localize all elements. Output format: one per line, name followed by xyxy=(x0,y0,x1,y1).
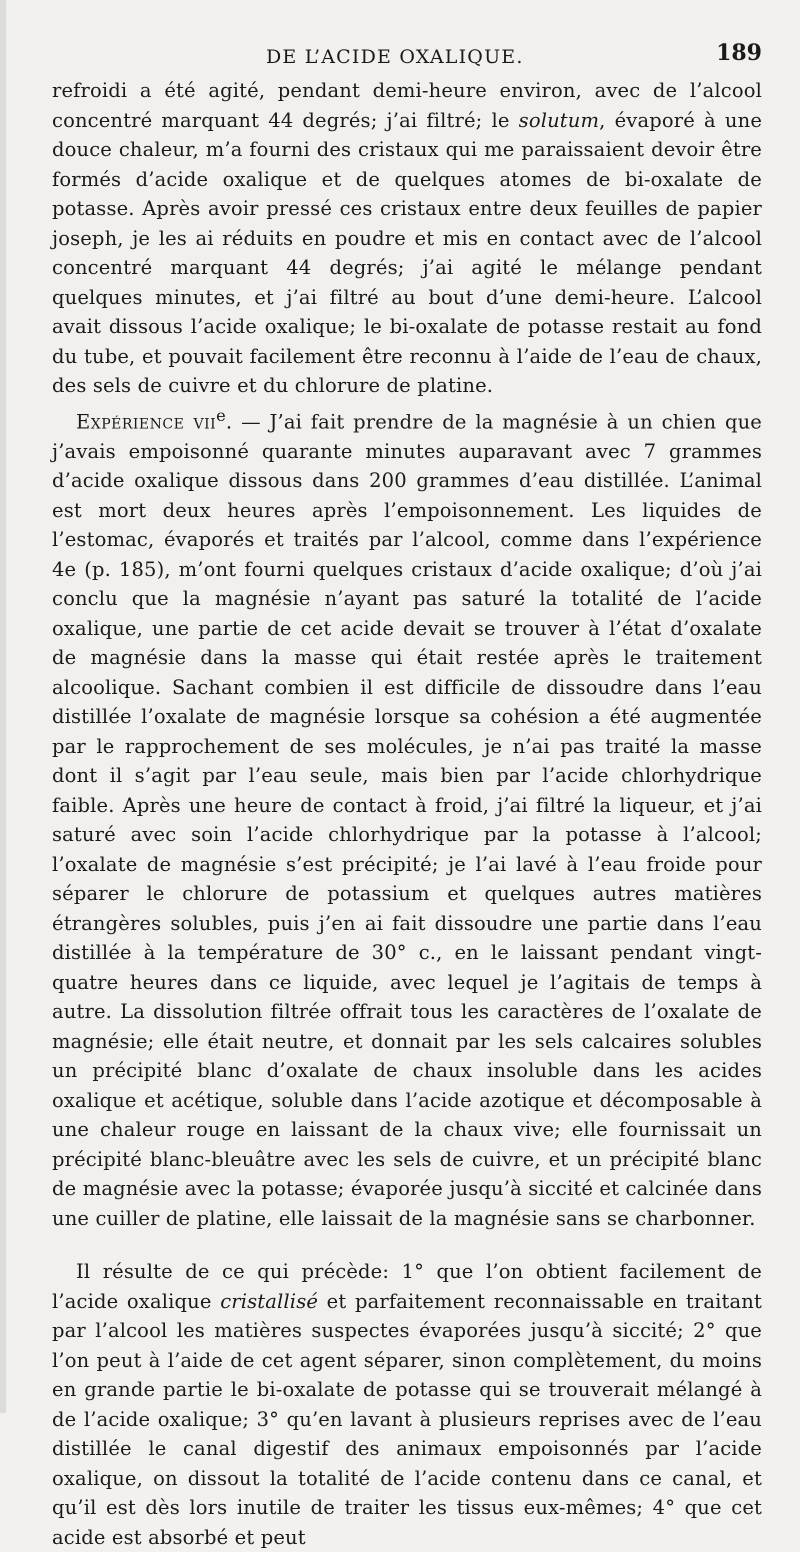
paragraph-text: , évaporé à une douce chaleur, m’a fourni des cristaux qui me paraissaient devoir être formés d’acide oxalique et de quelques atomes de bi-oxalate de potasse. Après avoir pressé ces cristaux entre deux feuilles de papier joseph, je les ai réduits en poudre et mis en contact avec de l’alcool concentré marquant 44 degrés; j’ai agité le mélange pendant quelques minutes, et j’ai filtré au bout d’une demi-heure. L’alcool avait dissous l’acide oxalique; le bi-oxalate de potasse restait au fond du tube, et pouvait facilement être reconnu à l’aide de l’eau de chaux, des sels de cuivre et du chlorure de platine. xyxy=(52,108,763,397)
running-title: DE L’ACIDE OXALIQUE. xyxy=(266,46,524,68)
running-head xyxy=(52,40,762,74)
experience-label-suffix: e xyxy=(216,405,226,425)
paragraph-conclusion xyxy=(52,1257,762,1552)
italic-term: solutum xyxy=(518,108,600,132)
italic-term: cristallisé xyxy=(220,1289,319,1313)
paragraph-text: . — J’ai fait prendre de la magnésie à un chien que j’avais empoisonné quarante minutes auparavant avec 7 grammes d’acide oxalique dissous dans 200 grammes d’eau distillée. L’animal est mort deux heures après l’empoisonnement. Les liquides de l’estomac, évaporés et traités par l’alcool, comme dans l’expérience 4e (p. 185), m’ont fourni quelques cristaux d’acide oxalique; d’où j’ai conclu que la magnésie n’ayant pas saturé la totalité de l’acide oxalique, une partie de cet acide devait se trouver à l’état d’oxalate de magnésie dans la masse qui était restée après le traitement alcoolique. Sachant combien il est difficile de dissoudre dans l’eau distillée l’oxalate de magnésie lorsque sa cohésion a été augmentée par le rapprochement de ses molécules, je n’ai pas traité la masse dont il s’agit par l’eau seule, mais bien par l’acide chlorhydrique faible. Après une heure de contact à froid, j’ai filtré la liqueur, et j’ai saturé avec soin l’acide chlorhydrique par la potasse à l’alcool; l’oxalate de magnésie s’est précipité; je l’ai lavé à l’eau froide pour séparer le chlorure de potassium et quelques autres matières étrangères solubles, puis j’en ai fait dissoudre une partie dans l’eau distillée à la température de 30° c., en le laissant pendant vingt-quatre heures dans ce liquide, avec lequel je l’agitais de temps à autre. La dissolution filtrée offrait tous les caractères de l’oxalate de magnésie; elle était neutre, et donnait par les sels calcaires solubles un précipité blanc d’oxalate de chaux insoluble dans les acides oxalique et acétique, soluble dans l’acide azotique et décomposable à une chaleur rouge en laissant de la chaux vive; elle fournissait un précipité blanc-bleuâtre avec les sels de cuivre, et un précipité blanc de magnésie avec la potasse; évaporée jusqu’à siccité et calcinée dans une cuiller de platine, elle laissait de la magnésie sans se charbonner. xyxy=(52,410,762,1230)
paragraph-text: refroidi a été agité, pendant demi-heure environ, avec de l’alcool concentré marquant 44 degrés; j’ai filtré; le xyxy=(52,79,762,132)
paragraph-text: et parfaitement reconnaissable en traitant par l’alcool les matières suspectes évaporées jusqu’à siccité; 2° que l’on peut à l’aide de cet agent séparer, sinon complètement, du moins en grande partie le bi-oxalate de potasse qui se trouverait mélangé à de l’acide oxalique; 3° qu’en lavant à plusieurs reprises avec de l’eau distillée le canal digestif des animaux empoisonnés par l’acide oxalique, on dissout la totalité de l’acide contenu dans ce canal, et qu’il est dès lors inutile de traiter les tissus eux-mêmes; 4° que cet acide est absorbé et peut xyxy=(52,1289,762,1549)
body-text xyxy=(52,76,763,1549)
paragraph-text: Il résulte de ce qui précède: 1° que l’on obtient facilement de l’acide oxalique xyxy=(52,1260,762,1313)
paragraph-continuation xyxy=(52,76,762,401)
page-number: 189 xyxy=(716,40,762,66)
experience-label: Expérience vii xyxy=(76,410,217,433)
paragraph-experience xyxy=(52,401,762,1234)
